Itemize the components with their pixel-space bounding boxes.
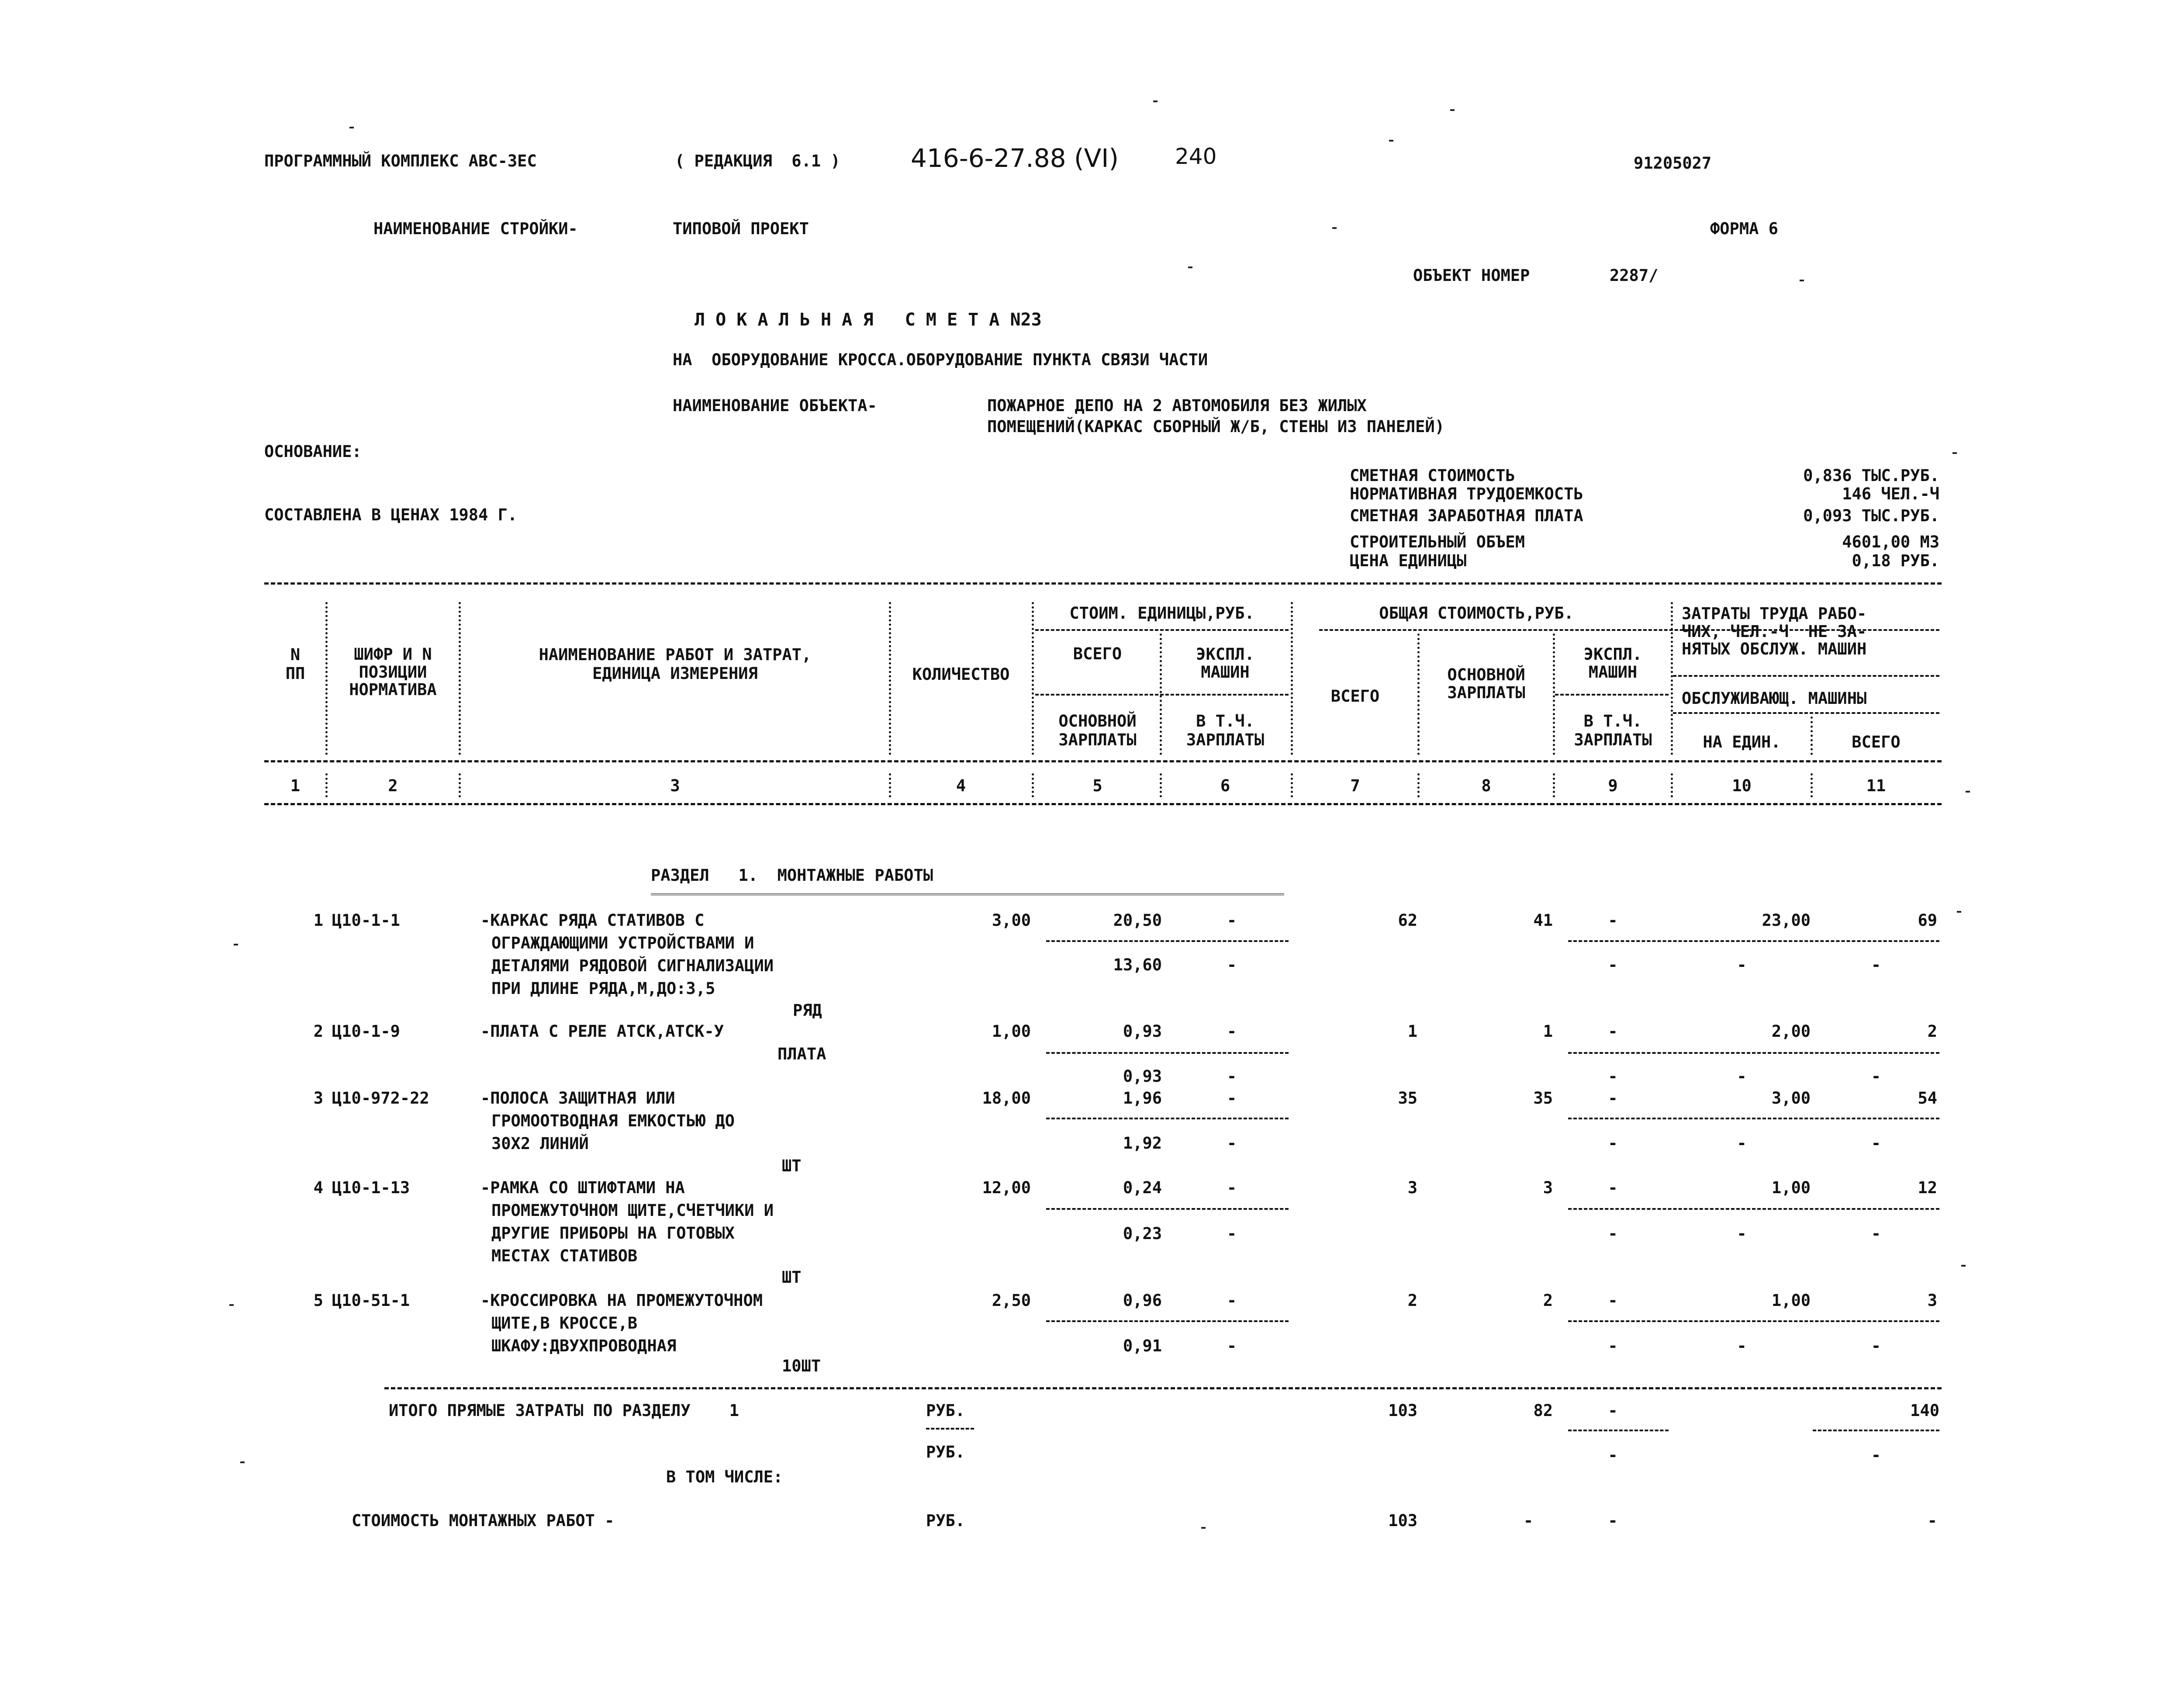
num-sep-7 [1417,773,1420,797]
header-total-cost-group: ОБЩАЯ СТОИМОСТЬ,РУБ. [1379,604,1574,623]
scan-speck [1952,452,1957,454]
row-unit: ШТ [782,1268,802,1287]
totals-unit-2: РУБ. [926,1443,965,1461]
installation-cost-machines: - [1608,1511,1618,1530]
row-total-cost: 3 [1407,1178,1417,1197]
scan-speck [1800,280,1804,281]
row-quantity: 12,00 [982,1178,1031,1197]
row-total-machine-salary: - [1608,1134,1618,1153]
header-col-4: КОЛИЧЕСТВО [912,665,1010,684]
row-unit-cost-total: 1,96 [1123,1089,1162,1108]
row-total-machines: - [1608,1178,1618,1197]
scan-speck [234,944,238,945]
totals-top-rule [384,1387,1942,1389]
table-top-rule [264,582,1942,585]
scan-speck [349,127,354,128]
row-unit: ПЛАТА [778,1045,826,1063]
row-code: Ц10-1-1 [332,911,400,930]
row-code: Ц10-1-9 [332,1022,400,1041]
column-number-4: 4 [956,776,966,795]
col-sep-1 [325,602,328,755]
row-total-machine-salary: - [1608,1336,1618,1355]
row-labor-machine-total: - [1871,1336,1881,1355]
row-code: Ц10-1-13 [332,1178,410,1197]
scan-speck [1961,1265,1966,1267]
row-total-machines: - [1608,911,1618,930]
header-col-5-top: ВСЕГО [1073,644,1122,663]
num-sep-8 [1553,773,1555,797]
row-desc-line: -КАРКАС РЯДА СТАТИВОВ С [480,911,705,930]
num-sep-4 [1032,773,1034,797]
totals-labor-rule [1813,1430,1939,1431]
row-total-machines: - [1608,1089,1618,1108]
form-number: ФОРМА 6 [1710,219,1778,238]
header-col-8: ОСНОВНОЙ ЗАРПЛАТЫ [1447,665,1525,702]
basis-label: ОСНОВАНИЕ: [264,442,362,461]
row-quantity: 2,50 [992,1291,1031,1310]
row-unit-cost-total: 0,93 [1123,1022,1162,1041]
scan-speck [1188,267,1192,268]
header-col-7: ВСЕГО [1330,687,1380,706]
scan-speck [1332,227,1337,229]
row-desc-line: ПРИ ДЛИНЕ РЯДА,М,ДО:3,5 [491,979,715,998]
object-number-label: ОБЪЕКТ НОМЕР [1413,266,1530,285]
row-unit-cost-machine-salary: - [1227,1336,1237,1355]
row-sub-rule-right [1568,1208,1939,1210]
num-sep-1 [325,773,328,797]
row-total-machine-salary: - [1608,1067,1618,1086]
row-code: Ц10-51-1 [332,1291,410,1310]
row-desc-line: ДЕТАЛЯМИ РЯДОВОЙ СИГНАЛИЗАЦИИ [491,956,774,975]
object-number-value: 2287/ [1610,266,1659,285]
num-sep-3 [889,773,891,797]
row-total-cost: 2 [1407,1291,1417,1310]
header-col-6-bottom: В Т.Ч. ЗАРПЛАТЫ [1186,712,1265,749]
row-desc-line: ГРОМООТВОДНАЯ ЕМКОСТЬЮ ДО [491,1111,735,1130]
col-sep-6 [1291,602,1293,755]
col-sep-4 [1032,602,1034,755]
object-name-line1: ПОЖАРНОЕ ДЕПО НА 2 АВТОМОБИЛЯ БЕЗ ЖИЛЫХ [987,396,1367,415]
row-total-salary: 35 [1533,1089,1553,1108]
row-unit-cost-machine-salary: - [1227,1134,1237,1153]
totals-unit-rule [926,1428,974,1430]
num-sep-6 [1291,773,1293,797]
row-total-cost: 62 [1398,911,1417,930]
row-code: Ц10-972-22 [332,1089,429,1108]
row-unit-cost-machines: - [1227,1089,1237,1108]
row-desc-line: -РАМКА СО ШТИФТАМИ НА [480,1178,685,1197]
row-labor-total: 12 [1918,1178,1937,1197]
row-labor-machine-total: - [1871,1067,1881,1086]
row-unit-cost-total: 20,50 [1113,911,1162,930]
row-unit: 10ШТ [782,1357,821,1375]
summary-label-salary: СМЕТНАЯ ЗАРАБОТНАЯ ПЛАТА [1350,506,1583,525]
row-desc-line: 30Х2 ЛИНИЙ [491,1134,589,1153]
row-labor-per-unit: 1,00 [1771,1291,1811,1310]
num-sep-5 [1160,773,1162,797]
column-number-8: 8 [1481,776,1491,795]
header-col-9-bottom: В Т.Ч. ЗАРПЛАТЫ [1574,712,1652,749]
num-sep-9 [1671,773,1673,797]
column-number-9: 9 [1608,776,1618,795]
totals-total-cost: 103 [1388,1401,1417,1420]
row-labor-machine-per-unit: - [1737,1224,1747,1243]
scan-speck [229,1304,234,1306]
row-sub-rule-right [1568,1052,1939,1054]
header-col-6-top: ЭКСПЛ. МАШИН [1196,645,1254,682]
header-unit-cost-group: СТОИМ. ЕДИНИЦЫ,РУБ. [1069,604,1254,623]
column-number-1: 1 [290,776,301,795]
prices-basis: СОСТАВЛЕНА В ЦЕНАХ 1984 Г. [264,505,518,524]
document-number: 91205027 [1634,154,1712,173]
row-labor-machine-per-unit: - [1737,1336,1747,1355]
section-title: РАЗДЕЛ 1. МОНТАЖНЫЕ РАБОТЫ [651,866,933,885]
row-unit-cost-salary: 1,92 [1123,1134,1162,1153]
row-unit-cost-machines: - [1227,1178,1237,1197]
summary-value-salary: 0,093 ТЫС.РУБ. [1803,506,1939,525]
object-name-label: НАИМЕНОВАНИЕ ОБЪЕКТА- [673,396,877,415]
column-numbers-bottom-rule [264,803,1942,805]
scan-speck [240,1461,245,1463]
row-desc-line: -ПОЛОСА ЗАЩИТНАЯ ИЛИ [480,1089,675,1108]
document-title: Л О К А Л Ь Н А Я С М Е Т А N23 [695,310,1042,330]
totals-labor: 140 [1910,1401,1939,1420]
row-sub-rule [1046,1052,1289,1054]
row-unit-cost-machine-salary: - [1227,956,1237,974]
summary-value-volume: 4601,00 М3 [1842,533,1939,551]
row-unit-cost-machine-salary: - [1227,1224,1237,1243]
column-number-2: 2 [388,776,398,795]
row-unit-cost-machine-salary: - [1227,1067,1237,1086]
row-unit-cost-salary: 0,91 [1123,1336,1162,1355]
column-number-5: 5 [1092,776,1102,795]
including-label: В ТОМ ЧИСЛЕ: [666,1468,783,1486]
totals-labor-machine: - [1871,1446,1881,1465]
row-labor-machine-per-unit: - [1737,1067,1747,1086]
row-total-machines: - [1608,1022,1618,1041]
row-total-salary: 1 [1543,1022,1553,1041]
row-desc-line: ПРОМЕЖУТОЧНОМ ЩИТЕ,СЧЕТЧИКИ И [491,1201,774,1220]
row-unit-cost-machines: - [1227,1291,1237,1310]
row-labor-machine-total: - [1871,1224,1881,1243]
row-labor-per-unit: 1,00 [1771,1178,1811,1197]
installation-cost-labor: - [1927,1511,1937,1530]
summary-value-cost: 0,836 ТЫС.РУБ. [1803,466,1939,485]
row-total-salary: 2 [1543,1291,1553,1310]
summary-label-labor: НОРМАТИВНАЯ ТРУДОЕМКОСТЬ [1350,485,1583,503]
row-desc-line: ОГРАЖДАЮЩИМИ УСТРОЙСТВАМИ И [491,934,754,952]
row-labor-machine-total: - [1871,1134,1881,1153]
row-unit-cost-machines: - [1227,911,1237,930]
row-unit: ШТ [782,1156,802,1175]
installation-cost-label: СТОИМОСТЬ МОНТАЖНЫХ РАБОТ - [352,1511,615,1530]
header-col-1: N ПП [285,645,305,683]
row-labor-total: 69 [1918,911,1937,930]
row-labor-total: 2 [1927,1022,1937,1041]
row-quantity: 3,00 [992,911,1031,930]
summary-value-labor: 146 ЧЕЛ.-Ч [1842,485,1939,503]
row-unit-cost-salary: 0,23 [1123,1224,1162,1243]
row-labor-machine-per-unit: - [1737,956,1747,974]
totals-label: ИТОГО ПРЯМЫЕ ЗАТРАТЫ ПО РАЗДЕЛУ 1 [389,1401,739,1420]
table-header-bottom-rule [264,760,1942,762]
column-number-7: 7 [1350,776,1360,795]
row-unit-cost-machines: - [1227,1022,1237,1041]
num-sep-10 [1811,773,1813,797]
section-title-underline [651,893,1284,895]
machine-sub-rule [1555,694,1669,696]
column-number-10: 10 [1732,776,1752,795]
edition: ( РЕДАКЦИЯ 6.1 ) [675,152,840,170]
header-col-5-bottom: ОСНОВНОЙ ЗАРПЛАТЫ [1058,712,1137,749]
row-unit: РЯД [793,1001,822,1020]
labor-group-rule [1673,675,1939,677]
labor-sub-rule [1673,712,1939,714]
row-number: 2 [313,1022,323,1041]
column-number-3: 3 [670,776,680,795]
row-unit-cost-salary: 0,93 [1123,1067,1162,1086]
row-desc-line: ШКАФУ:ДВУХПРОВОДНАЯ [491,1336,677,1355]
unit-cost-sub-rule [1035,694,1289,696]
totals-unit: РУБ. [926,1401,965,1420]
row-unit-cost-total: 0,96 [1123,1291,1162,1310]
header-col-9-top: ЭКСПЛ. МАШИН [1583,645,1642,682]
row-total-salary: 41 [1533,911,1553,930]
installation-cost-unit: РУБ. [926,1511,965,1530]
summary-label-volume: СТРОИТЕЛЬНЫЙ ОБЪЕМ [1350,533,1525,551]
column-number-6: 6 [1220,776,1230,795]
scan-speck [1201,1527,1206,1529]
row-labor-per-unit: 3,00 [1771,1089,1811,1108]
row-labor-machine-per-unit: - [1737,1134,1747,1153]
row-total-machine-salary: - [1608,1224,1618,1243]
estimate-subject: НА ОБОРУДОВАНИЕ КРОССА.ОБОРУДОВАНИЕ ПУНКТА СВЯЗИ ЧАСТИ [673,350,1208,369]
page-number: 240 [1175,144,1217,169]
row-labor-total: 54 [1918,1089,1937,1108]
row-sub-rule-right [1568,1118,1939,1119]
column-number-11: 11 [1866,776,1886,795]
header-col-2: ШИФР И N ПОЗИЦИИ НОРМАТИВА [349,645,437,699]
header-col-10: НА ЕДИН. [1703,733,1781,751]
row-sub-rule [1046,1208,1289,1210]
header-labor-group: ЗАТРАТЫ ТРУДА РАБО- ЧИХ, ЧЕЛ.-Ч НЕ ЗА- НЯТЫХ ОБСЛУЖ. МАШИН [1682,604,1867,659]
summary-label-unit-price: ЦЕНА ЕДИНИЦЫ [1350,551,1467,570]
row-labor-machine-total: - [1871,956,1881,974]
scan-speck [1966,791,1970,793]
row-unit-cost-salary: 13,60 [1113,956,1162,974]
scan-speck [1450,109,1455,111]
header-col-3: НАИМЕНОВАНИЕ РАБОТ И ЗАТРАТ, ЕДИНИЦА ИЗМЕРЕНИЯ [539,645,812,683]
col-sep-9 [1671,602,1673,755]
row-total-machines: - [1608,1291,1618,1310]
unit-cost-group-rule [1035,629,1289,631]
row-number: 4 [313,1178,323,1197]
row-total-salary: 3 [1543,1178,1553,1197]
totals-machine-salary: - [1608,1446,1618,1465]
row-number: 1 [313,911,323,930]
row-labor-per-unit: 23,00 [1762,911,1811,930]
row-total-cost: 1 [1407,1022,1417,1041]
row-number: 3 [313,1089,323,1108]
num-sep-2 [459,773,461,797]
row-number: 5 [313,1291,323,1310]
row-desc-line: ДРУГИЕ ПРИБОРЫ НА ГОТОВЫХ [491,1224,735,1243]
row-sub-rule-right [1568,940,1939,942]
row-sub-rule [1046,1320,1289,1322]
row-desc-line: МЕСТАХ СТАТИВОВ [491,1246,638,1265]
program-name: ПРОГРАММНЫЙ КОМПЛЕКС АВС-3ЕС [264,152,537,170]
row-quantity: 1,00 [992,1022,1031,1041]
row-desc-line: -ПЛАТА С РЕЛЕ АТСК,АТСК-У [480,1022,724,1041]
object-name-line2: ПОМЕЩЕНИЙ(КАРКАС СБОРНЫЙ Ж/Б, СТЕНЫ ИЗ ПАНЕЛЕЙ) [987,417,1444,436]
row-labor-per-unit: 2,00 [1771,1022,1811,1041]
row-sub-rule [1046,940,1289,942]
installation-cost-total: 103 [1388,1511,1417,1530]
header-col-11: ВСЕГО [1852,733,1901,751]
row-desc-line: -КРОССИРОВКА НА ПРОМЕЖУТОЧНОМ [480,1291,763,1310]
construction-label: НАИМЕНОВАНИЕ СТРОЙКИ- [373,219,578,238]
scan-speck [1389,140,1393,142]
row-desc-line: ЩИТЕ,В КРОССЕ,В [491,1314,638,1333]
row-sub-rule-right [1568,1320,1939,1322]
row-total-cost: 35 [1398,1089,1417,1108]
col-sep-2 [459,602,461,755]
row-sub-rule [1046,1118,1289,1119]
totals-machines: - [1608,1401,1618,1420]
row-quantity: 18,00 [982,1089,1031,1108]
summary-label-cost: СМЕТНАЯ СТОИМОСТЬ [1350,466,1515,485]
row-labor-total: 3 [1927,1291,1937,1310]
totals-machines-rule [1568,1430,1669,1431]
scan-speck [1153,100,1158,102]
row-unit-cost-total: 0,24 [1123,1178,1162,1197]
header-labor-sub: ОБСЛУЖИВАЮЩ. МАШИНЫ [1682,689,1867,708]
handwritten-code: 416-6-27.88 (VI) [911,143,1119,173]
totals-total-salary: 82 [1533,1401,1553,1420]
summary-value-unit-price: 0,18 РУБ. [1852,551,1939,570]
construction-value: ТИПОВОЙ ПРОЕКТ [673,219,809,238]
installation-cost-salary: - [1523,1511,1533,1530]
row-total-machine-salary: - [1608,956,1618,974]
scan-speck [1957,911,1961,913]
